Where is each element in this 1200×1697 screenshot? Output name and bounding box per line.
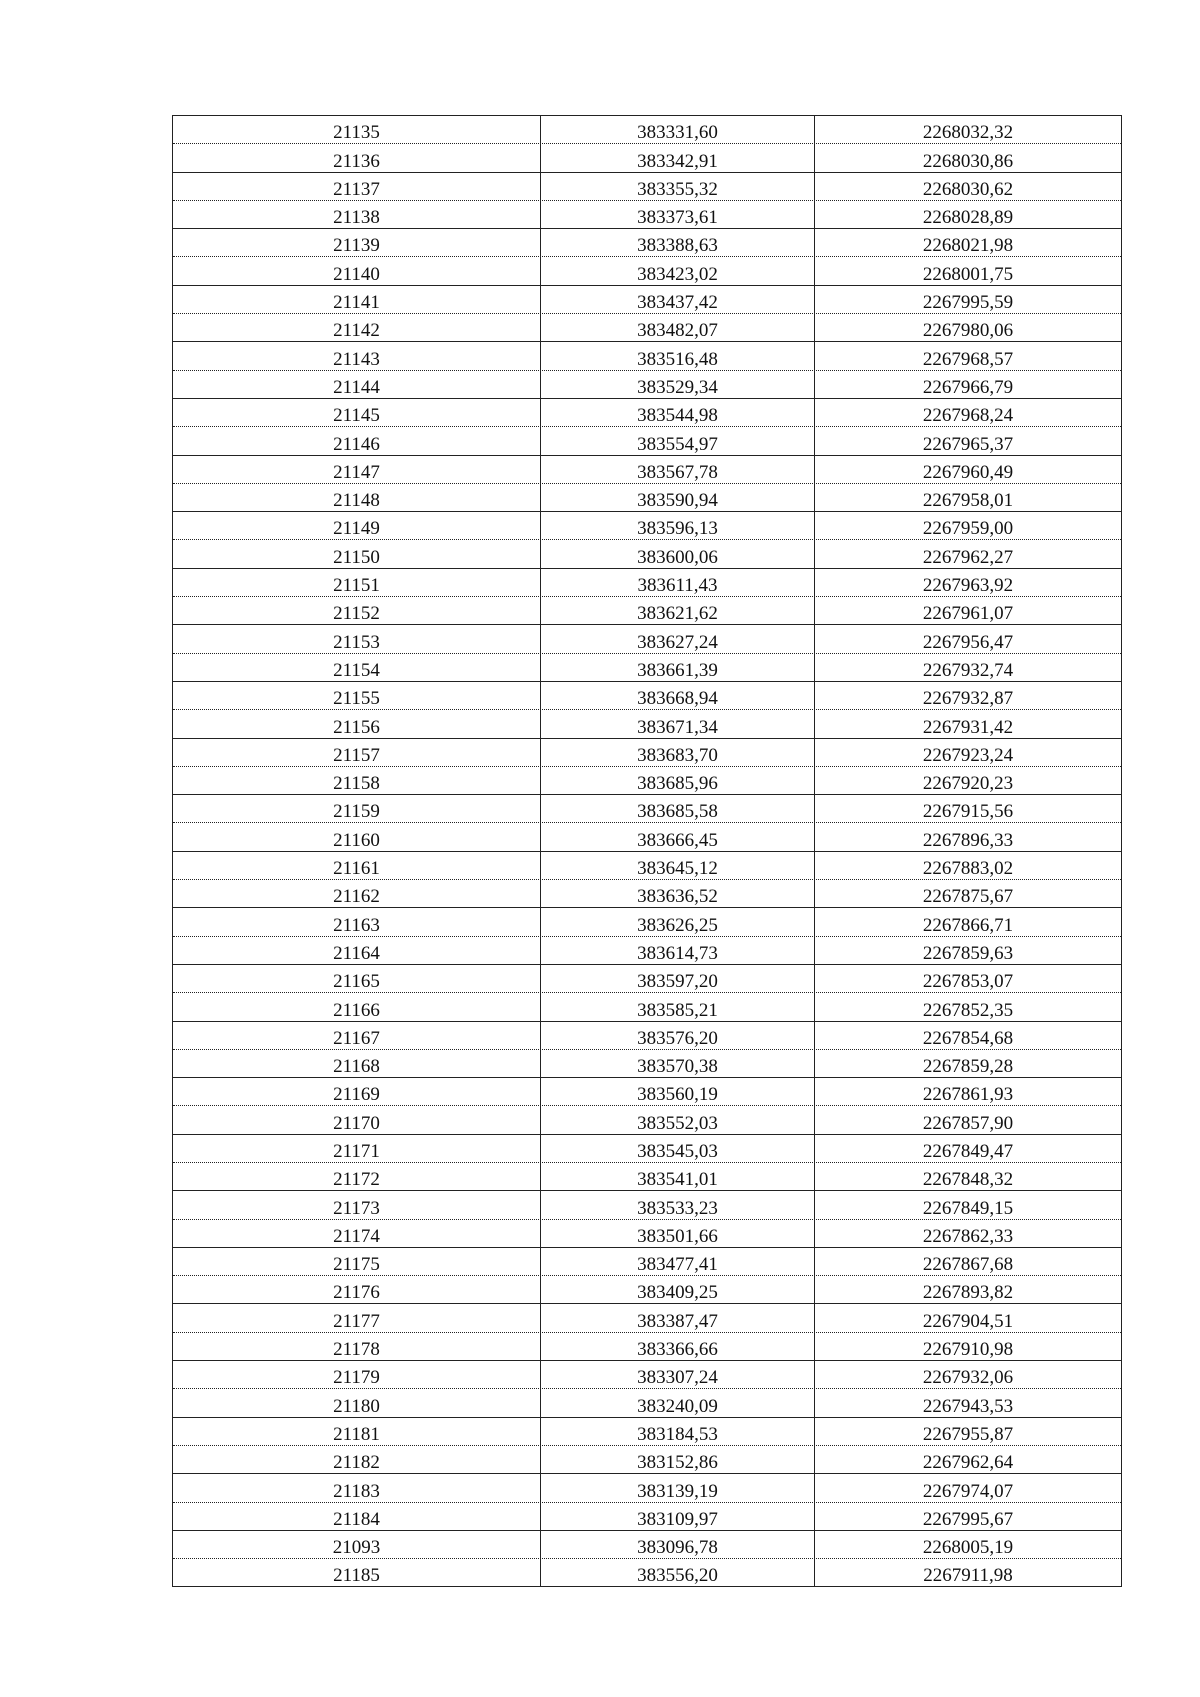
table-row [173,1191,1121,1219]
x-coordinate-cell: 383331,60 [541,116,815,143]
x-coordinate-cell: 383626,25 [541,908,815,935]
table-row [173,908,1121,936]
table-row [173,144,1121,172]
y-coordinate-cell: 2267904,51 [922,1310,1014,1332]
point-number-cell: 21158 [173,767,541,794]
point-number-cell: 21150 [173,540,541,567]
y-coordinate-cell: 2267932,74 [922,659,1014,681]
y-coordinate-cell: 2267943,53 [922,1395,1014,1417]
x-coordinate-cell: 383560,19 [541,1078,815,1105]
x-coordinate-cell: 383683,70 [541,739,815,766]
y-coordinate-cell: 2267853,07 [922,971,1014,993]
y-coordinate-cell: 2267974,07 [922,1480,1014,1502]
x-coordinate-cell: 383152,86 [541,1446,815,1473]
point-number-cell: 21182 [173,1446,541,1473]
point-number-cell: 21177 [173,1304,541,1331]
y-coordinate-cell: 2267968,24 [922,405,1014,427]
point-number-cell: 21185 [173,1559,541,1586]
y-coordinate-cell: 2267963,92 [922,575,1014,597]
point-number-cell: 21156 [173,710,541,737]
y-coordinate-cell: 2267932,87 [922,688,1014,710]
table-row [173,1078,1121,1106]
y-coordinate-cell: 2267961,07 [922,603,1014,625]
x-coordinate-cell: 383552,03 [541,1106,815,1133]
y-coordinate-cell: 2267962,64 [922,1452,1014,1474]
y-coordinate-cell: 2267931,42 [922,716,1014,738]
x-coordinate-cell: 383611,43 [541,569,815,596]
table-row [173,739,1121,767]
x-coordinate-cell: 383597,20 [541,965,815,992]
table-row [173,1248,1121,1276]
table-row [173,173,1121,201]
point-number-cell: 21140 [173,257,541,284]
point-number-cell: 21179 [173,1361,541,1388]
x-coordinate-cell: 383614,73 [541,937,815,964]
point-number-cell: 21176 [173,1276,541,1303]
y-coordinate-cell: 2267960,49 [922,461,1014,483]
table-row [173,682,1121,710]
y-coordinate-cell: 2268030,86 [922,150,1014,172]
point-number-cell: 21139 [173,229,541,256]
point-number-cell: 21178 [173,1333,541,1360]
point-number-cell: 21181 [173,1418,541,1445]
table-row [173,710,1121,738]
y-coordinate-cell: 2267911,98 [923,1565,1013,1587]
table-row [173,1559,1121,1587]
x-coordinate-cell: 383627,24 [541,625,815,652]
y-coordinate-cell: 2267866,71 [922,914,1014,936]
y-coordinate-cell: 2268005,19 [922,1537,1014,1559]
x-coordinate-cell: 383576,20 [541,1022,815,1049]
y-coordinate-cell: 2267854,68 [922,1027,1014,1049]
point-number-cell: 21165 [173,965,541,992]
point-number-cell: 21153 [173,625,541,652]
x-coordinate-cell: 383585,21 [541,993,815,1020]
x-coordinate-cell: 383554,97 [541,427,815,454]
y-coordinate-cell: 2267966,79 [922,376,1014,398]
y-coordinate-cell: 2267859,63 [922,942,1014,964]
point-number-cell: 21151 [173,569,541,596]
table-row [173,1276,1121,1304]
table-row [173,371,1121,399]
x-coordinate-cell: 383366,66 [541,1333,815,1360]
x-coordinate-cell: 383621,62 [541,597,815,624]
table-row [173,229,1121,257]
point-number-cell: 21154 [173,654,541,681]
x-coordinate-cell: 383685,58 [541,795,815,822]
x-coordinate-cell: 383482,07 [541,314,815,341]
table-row [173,1531,1121,1559]
x-coordinate-cell: 383342,91 [541,144,815,171]
y-coordinate-cell: 2267849,47 [922,1140,1014,1162]
y-coordinate-cell: 2267861,93 [922,1084,1014,1106]
x-coordinate-cell: 383139,19 [541,1474,815,1501]
table-row [173,597,1121,625]
x-coordinate-cell: 383409,25 [541,1276,815,1303]
y-coordinate-cell: 2267883,02 [922,858,1014,880]
point-number-cell: 21157 [173,739,541,766]
point-number-cell: 21160 [173,823,541,850]
y-coordinate-cell: 2267958,01 [922,490,1014,512]
point-number-cell: 21171 [173,1135,541,1162]
table-row [173,1220,1121,1248]
y-coordinate-cell: 2267995,59 [922,292,1014,314]
point-number-cell: 21149 [173,512,541,539]
table-row [173,257,1121,285]
x-coordinate-cell: 383437,42 [541,286,815,313]
x-coordinate-cell: 383545,03 [541,1135,815,1162]
point-number-cell: 21173 [173,1191,541,1218]
point-number-cell: 21093 [173,1531,541,1558]
table-row [173,1022,1121,1050]
point-number-cell: 21142 [173,314,541,341]
table-row [173,1503,1121,1531]
table-row [173,286,1121,314]
point-number-cell: 21162 [173,880,541,907]
x-coordinate-cell: 383596,13 [541,512,815,539]
point-number-cell: 21184 [173,1503,541,1530]
table-row [173,1304,1121,1332]
y-coordinate-cell: 2267848,32 [922,1169,1014,1191]
x-coordinate-cell: 383355,32 [541,173,815,200]
x-coordinate-cell: 383096,78 [541,1531,815,1558]
x-coordinate-cell: 383529,34 [541,371,815,398]
x-coordinate-cell: 383661,39 [541,654,815,681]
x-coordinate-cell: 383240,09 [541,1389,815,1416]
x-coordinate-cell: 383533,23 [541,1191,815,1218]
point-number-cell: 21180 [173,1389,541,1416]
table-row [173,342,1121,370]
x-coordinate-cell: 383387,47 [541,1304,815,1331]
table-row [173,880,1121,908]
x-coordinate-cell: 383600,06 [541,540,815,567]
table-row [173,852,1121,880]
point-number-cell: 21175 [173,1248,541,1275]
y-coordinate-cell: 2268030,62 [922,178,1014,200]
table-row [173,314,1121,342]
point-number-cell: 21136 [173,144,541,171]
point-number-cell: 21163 [173,908,541,935]
y-coordinate-cell: 2267849,15 [922,1197,1014,1219]
table-row [173,456,1121,484]
x-coordinate-cell: 383477,41 [541,1248,815,1275]
x-coordinate-cell: 383307,24 [541,1361,815,1388]
y-coordinate-cell: 2268021,98 [922,235,1014,257]
x-coordinate-cell: 383636,52 [541,880,815,907]
x-coordinate-cell: 383373,61 [541,201,815,228]
y-coordinate-cell: 2268028,89 [922,207,1014,229]
y-coordinate-cell: 2267965,37 [922,433,1014,455]
table-row [173,1106,1121,1134]
x-coordinate-cell: 383109,97 [541,1503,815,1530]
y-coordinate-cell: 2267980,06 [922,320,1014,342]
point-number-cell: 21170 [173,1106,541,1133]
point-number-cell: 21166 [173,993,541,1020]
table-row [173,795,1121,823]
table-row [173,484,1121,512]
table-row [173,427,1121,455]
x-coordinate-cell: 383567,78 [541,456,815,483]
x-coordinate-cell: 383666,45 [541,823,815,850]
point-number-cell: 21164 [173,937,541,964]
y-coordinate-cell: 2267867,68 [922,1254,1014,1276]
y-coordinate-cell: 2267968,57 [922,348,1014,370]
y-coordinate-cell: 2268001,75 [922,263,1014,285]
y-coordinate-cell: 2267956,47 [922,631,1014,653]
x-coordinate-cell: 383645,12 [541,852,815,879]
point-number-cell: 21172 [173,1163,541,1190]
point-number-cell: 21137 [173,173,541,200]
table-row [173,654,1121,682]
point-number-cell: 21174 [173,1220,541,1247]
y-coordinate-cell: 2267915,56 [922,801,1014,823]
x-coordinate-cell: 383544,98 [541,399,815,426]
y-coordinate-cell: 2268032,32 [922,122,1014,144]
coordinates-table [172,115,1122,1587]
point-number-cell: 21159 [173,795,541,822]
point-number-cell: 21144 [173,371,541,398]
x-coordinate-cell: 383570,38 [541,1050,815,1077]
point-number-cell: 21146 [173,427,541,454]
point-number-cell: 21135 [173,116,541,143]
x-coordinate-cell: 383501,66 [541,1220,815,1247]
y-coordinate-cell: 2267893,82 [922,1282,1014,1304]
table-row [173,965,1121,993]
point-number-cell: 21152 [173,597,541,624]
y-coordinate-cell: 2267875,67 [922,886,1014,908]
x-coordinate-cell: 383423,02 [541,257,815,284]
y-coordinate-cell: 2267862,33 [922,1225,1014,1247]
point-number-cell: 21169 [173,1078,541,1105]
table-row [173,937,1121,965]
table-row [173,1163,1121,1191]
table-row [173,201,1121,229]
point-number-cell: 21161 [173,852,541,879]
x-coordinate-cell: 383556,20 [541,1559,815,1586]
table-row [173,625,1121,653]
y-coordinate-cell: 2267920,23 [922,773,1014,795]
table-row [173,116,1121,144]
table-row [173,1050,1121,1078]
y-coordinate-cell: 2267962,27 [922,546,1014,568]
table-row [173,1446,1121,1474]
point-number-cell: 21145 [173,399,541,426]
y-coordinate-cell: 2267852,35 [922,999,1014,1021]
table-row [173,1418,1121,1446]
x-coordinate-cell: 383685,96 [541,767,815,794]
table-row [173,993,1121,1021]
y-coordinate-cell: 2267959,00 [922,518,1014,540]
point-number-cell: 21143 [173,342,541,369]
point-number-cell: 21138 [173,201,541,228]
table-row [173,1361,1121,1389]
point-number-cell: 21155 [173,682,541,709]
table-row [173,512,1121,540]
table-row [173,399,1121,427]
table-row [173,1333,1121,1361]
x-coordinate-cell: 383516,48 [541,342,815,369]
table-row [173,1135,1121,1163]
table-row [173,823,1121,851]
point-number-cell: 21148 [173,484,541,511]
table-row [173,569,1121,597]
point-number-cell: 21167 [173,1022,541,1049]
x-coordinate-cell: 383541,01 [541,1163,815,1190]
x-coordinate-cell: 383668,94 [541,682,815,709]
y-coordinate-cell: 2267995,67 [922,1508,1014,1530]
table-row [173,767,1121,795]
y-coordinate-cell: 2267955,87 [922,1423,1014,1445]
point-number-cell: 21147 [173,456,541,483]
x-coordinate-cell: 383184,53 [541,1418,815,1445]
point-number-cell: 21183 [173,1474,541,1501]
table-row [173,1474,1121,1502]
x-coordinate-cell: 383590,94 [541,484,815,511]
y-coordinate-cell: 2267932,06 [922,1367,1014,1389]
y-coordinate-cell: 2267859,28 [922,1056,1014,1078]
x-coordinate-cell: 383388,63 [541,229,815,256]
table-row [173,540,1121,568]
table-row [173,1389,1121,1417]
point-number-cell: 21168 [173,1050,541,1077]
y-coordinate-cell: 2267923,24 [922,744,1014,766]
y-coordinate-cell: 2267896,33 [922,829,1014,851]
y-coordinate-cell: 2267910,98 [922,1339,1014,1361]
point-number-cell: 21141 [173,286,541,313]
y-coordinate-cell: 2267857,90 [922,1112,1014,1134]
x-coordinate-cell: 383671,34 [541,710,815,737]
